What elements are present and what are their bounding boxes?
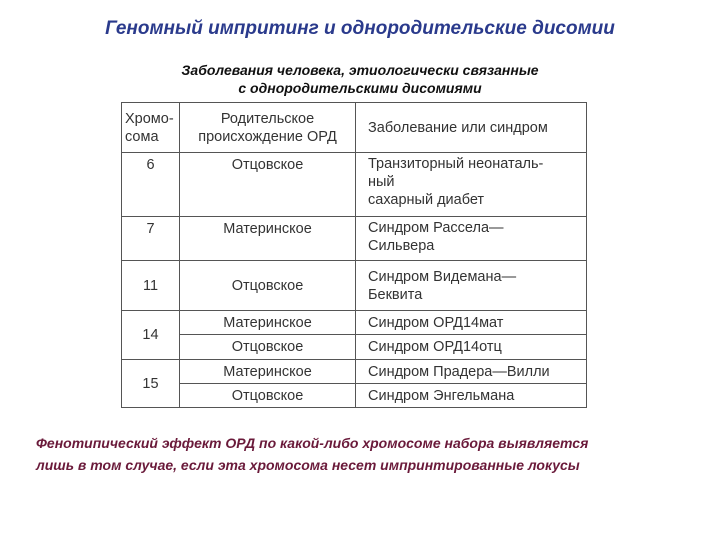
chromosome-cell: 6 xyxy=(122,153,180,217)
slide-title: Геномный импритинг и однородительские дисомии xyxy=(105,18,615,39)
origin-cell: Материнское xyxy=(180,360,356,384)
disease-cell: Синдром ОРД14отц xyxy=(356,335,587,360)
origin-cell: Материнское xyxy=(180,311,356,335)
disease-cell: Транзиторный неонаталь- ный сахарный диабет xyxy=(356,153,587,217)
disease-cell: Синдром ОРД14мат xyxy=(356,311,587,335)
table-caption xyxy=(0,61,720,97)
table-row xyxy=(122,311,587,335)
header-origin: Родительское происхождение ОРД xyxy=(180,103,356,153)
origin-cell: Отцовское xyxy=(180,384,356,408)
conclusion-note xyxy=(36,432,696,476)
note-line-2: лишь в том случае, если эта хромосома несет импринтированные локусы xyxy=(36,457,580,473)
origin-cell: Материнское xyxy=(180,217,356,261)
caption-line-1: Заболевания человека, этиологически связанные xyxy=(181,62,539,78)
disease-cell: Синдром Прадера—Вилли xyxy=(356,360,587,384)
table-row xyxy=(122,153,587,217)
table-row xyxy=(122,261,587,311)
caption-line-2: с однородительскими дисомиями xyxy=(238,80,482,96)
table-row xyxy=(122,360,587,384)
origin-cell: Отцовское xyxy=(180,261,356,311)
disease-cell: Синдром Энгельмана xyxy=(356,384,587,408)
table-row xyxy=(122,217,587,261)
origin-cell: Отцовское xyxy=(180,335,356,360)
table-header-row xyxy=(122,103,587,153)
table-row xyxy=(122,384,587,408)
chromosome-cell: 15 xyxy=(122,360,180,408)
disomy-table xyxy=(121,102,587,408)
header-chromosome: Хромо- сома xyxy=(122,103,180,153)
note-line-1: Фенотипический эффект ОРД по какой-либо хромосоме набора выявляется xyxy=(36,435,589,451)
origin-cell: Отцовское xyxy=(180,153,356,217)
disease-cell: Синдром Видемана— Беквита xyxy=(356,261,587,311)
chromosome-cell: 7 xyxy=(122,217,180,261)
chromosome-cell: 11 xyxy=(122,261,180,311)
chromosome-cell: 14 xyxy=(122,311,180,360)
header-disease: Заболевание или синдром xyxy=(356,103,587,153)
table-row xyxy=(122,335,587,360)
disease-cell: Синдром Рассела— Сильвера xyxy=(356,217,587,261)
